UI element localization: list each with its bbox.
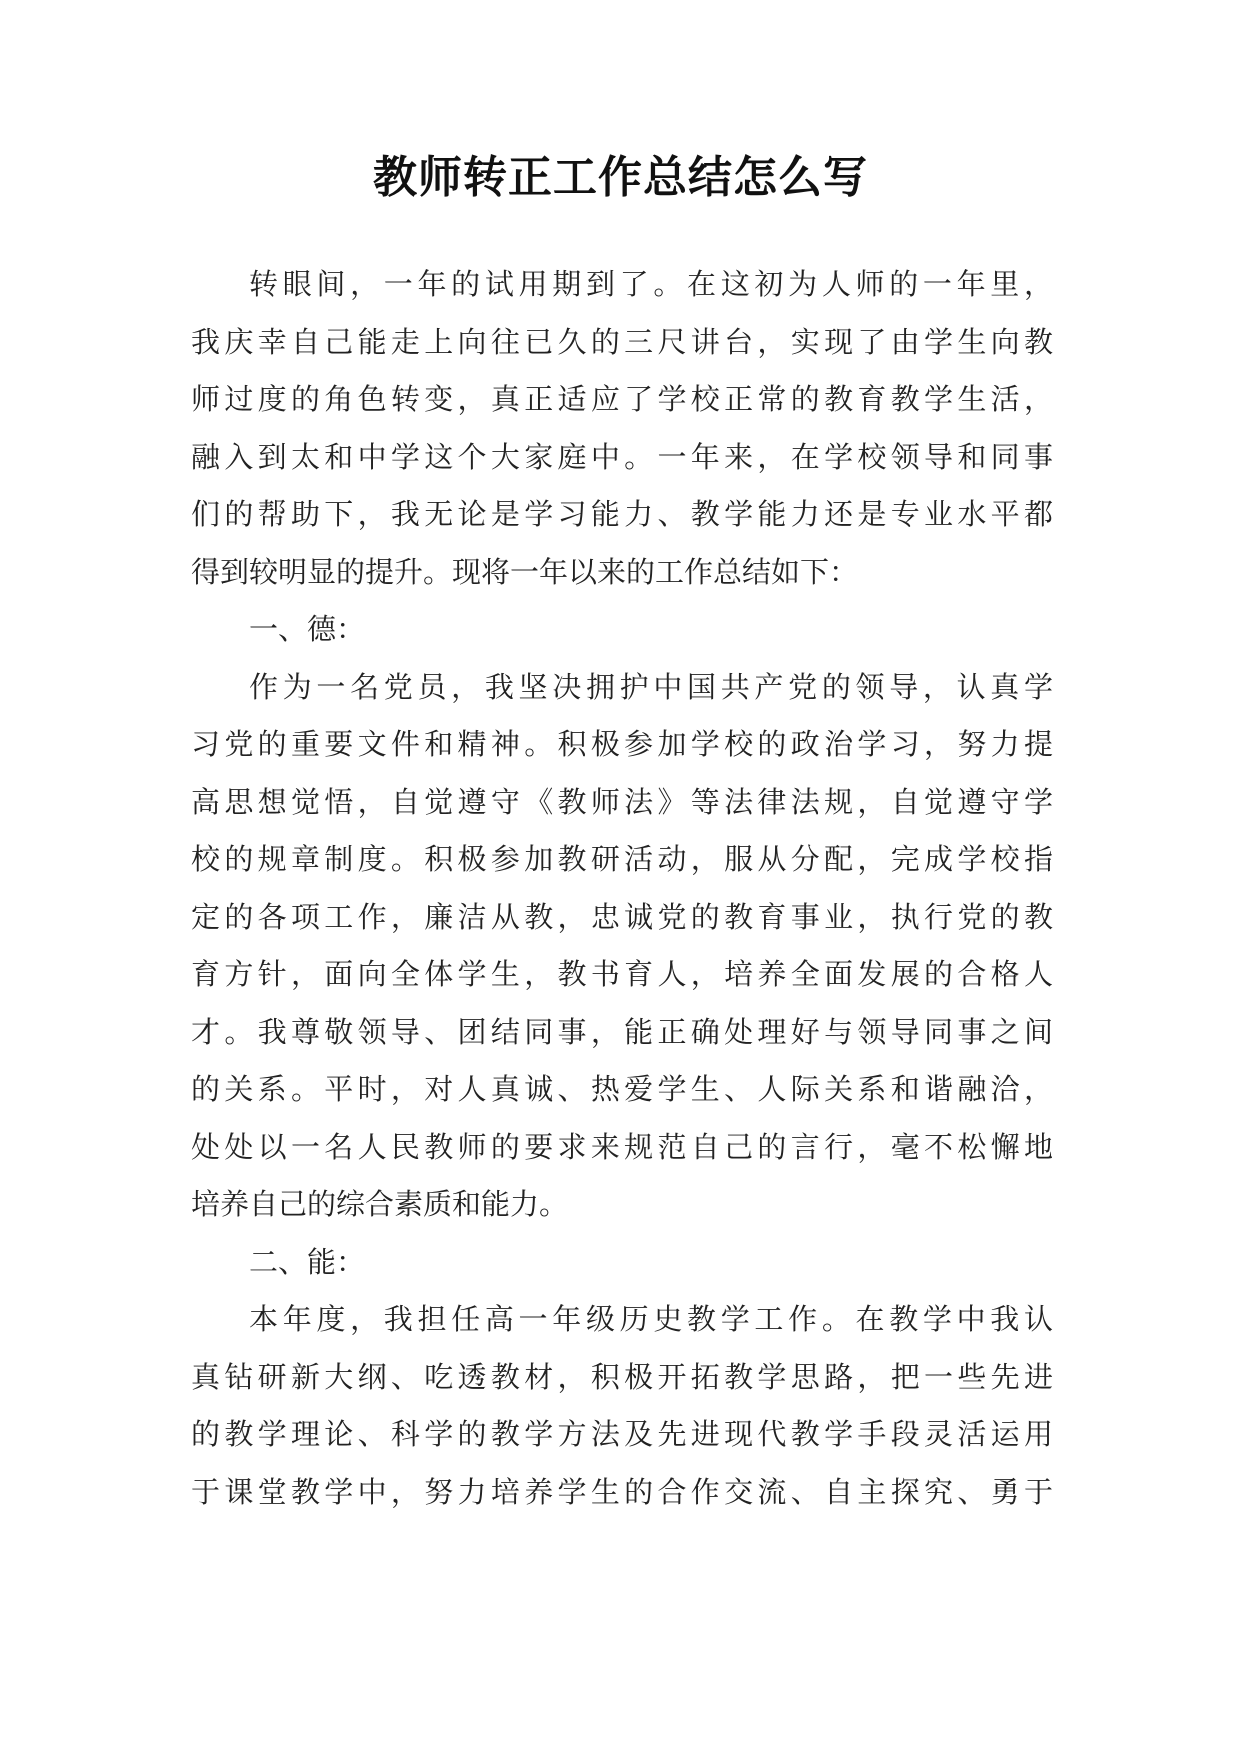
text-line: 于课堂教学中，努力培养学生的合作交流、自主探究、勇于: [191, 1474, 1053, 1509]
text-line: 才。我尊敬领导、团结同事，能正确处理好与领导同事之间: [191, 1014, 1053, 1049]
text-line: 习党的重要文件和精神。积极参加学校的政治学习，努力提: [191, 727, 1053, 761]
text-line: 培养自己的综合素质和能力。: [191, 1187, 569, 1221]
document-body: [191, 256, 1053, 1521]
text-line: 作为一名党员，我坚决拥护中国共产党的领导，认真学: [249, 669, 1053, 704]
text-line: 融入到太和中学这个大家庭中。一年来，在学校领导和同事: [191, 439, 1053, 474]
section-heading: 二、能：: [249, 1244, 366, 1279]
text-line: 转眼间，一年的试用期到了。在这初为人师的一年里，: [249, 267, 1053, 301]
text-line: 定的各项工作，廉洁从教，忠诚党的教育事业，执行党的教: [191, 899, 1053, 934]
text-line: 育方针，面向全体学生，教书育人，培养全面发展的合格人: [191, 957, 1053, 991]
text-line: 校的规章制度。积极参加教研活动，服从分配，完成学校指: [191, 842, 1053, 876]
text-line: 师过度的角色转变，真正适应了学校正常的教育教学生活，: [191, 382, 1053, 416]
text-line: 本年度，我担任高一年级历史教学工作。在教学中我认: [249, 1302, 1053, 1336]
text-line: 我庆幸自己能走上向往已久的三尺讲台，实现了由学生向教: [191, 324, 1053, 359]
document-title: 教师转正工作总结怎么写: [373, 152, 868, 203]
text-line: 真钻研新大纲、吃透教材，积极开拓教学思路，把一些先进: [191, 1359, 1053, 1394]
text-line: 得到较明显的提升。现将一年以来的工作总结如下：: [191, 554, 859, 589]
text-line: 处处以一名人民教师的要求来规范自己的言行，毫不松懈地: [191, 1129, 1053, 1164]
text-line: 高思想觉悟，自觉遵守《教师法》等法律法规，自觉遵守学: [191, 784, 1053, 819]
text-line: 的关系。平时，对人真诚、热爱学生、人际关系和谐融洽，: [191, 1072, 1053, 1106]
text-line: 的教学理论、科学的教学方法及先进现代教学手段灵活运用: [191, 1417, 1053, 1451]
section-heading: 一、德：: [249, 612, 366, 646]
text-line: 们的帮助下，我无论是学习能力、教学能力还是专业水平都: [191, 497, 1053, 531]
